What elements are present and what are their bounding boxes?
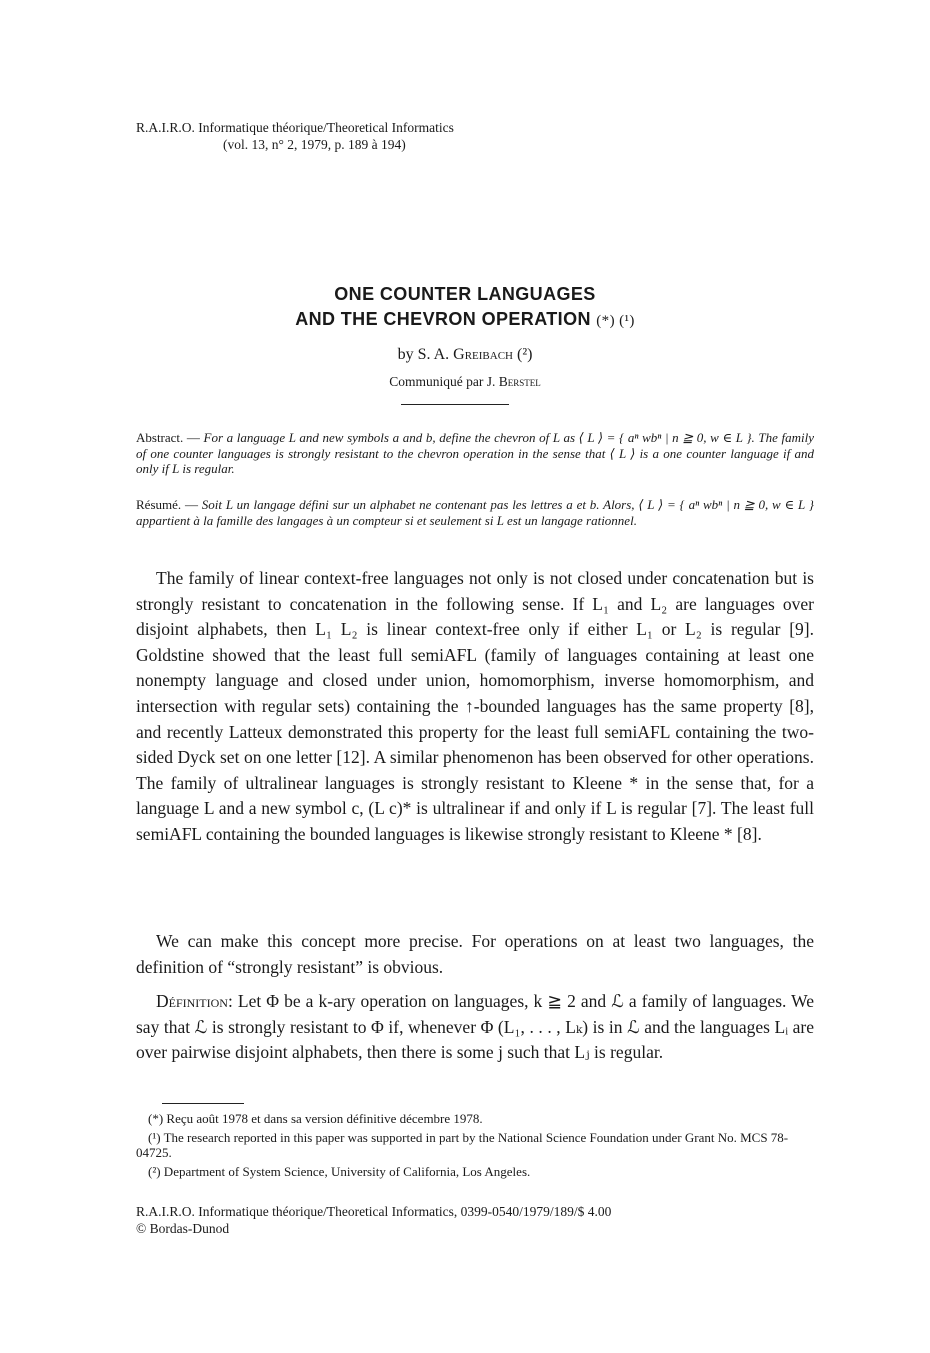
footer-journal: R.A.I.R.O. Informatique théorique/Theoretical Informatics, 0399-0540/1979/189/$ 4.00 <box>136 1204 612 1219</box>
journal-header <box>136 119 454 153</box>
abstract <box>136 430 814 477</box>
definition-text: Let Φ be a k-ary operation on languages, k ≧ 2 and ℒ a family of languages. We say that ℒ is strongly resistant to Φ if, whenever Φ (L₁, . . . , Lₖ) is in ℒ and the languages Lᵢ are over pairwise disjoint alphabets, then there is some j such that Lⱼ is regular. <box>136 991 815 1063</box>
author-line <box>0 346 930 364</box>
communicated-name: Berstel <box>498 374 541 389</box>
title-line-1: ONE COUNTER LANGUAGES <box>334 284 596 304</box>
definition-paragraph <box>136 989 814 1066</box>
resume-label: Résumé. — <box>136 497 198 512</box>
abstract-text: For a language L and new symbols a and b, define the chevron of L as ⟨ L ⟩ = { aⁿ wbⁿ | n ≧ 0, w ∈ L }. The family of one counter languages is strongly resistant to the chevron operation in the sense that ⟨ L ⟩ is a one counter language if and only if L is regular. <box>136 430 815 476</box>
body-paragraph-1: The family of linear context-free languages not only is not closed under concatenation but is strongly resistant to concatenation in the following sense. If L₁ and L₂ are languages over disjoint alphabets, then L₁ L₂ is linear context-free only if either L₁ or L₂ is regular [9]. Goldstine showed that the least full semiAFL (family of languages containing at least one nonempty language and closed under union, homomorphism, inverse homomorphism, and intersection with regular sets) containing the ↑-bounded languages has the same property [8], and recently Latteux demonstrated this property for the least full semiAFL containing the two-sided Dyck set on one letter [12]. A similar phenomenon has been observed for other operations. The family of ultralinear languages is strongly resistant to Kleene * in the sense that, for a language L and a new symbol c, (L c)* is ultralinear if and only if L is regular [7]. The least full semiAFL containing the bounded languages is likewise strongly resistant to Kleene * [8]. <box>136 568 814 844</box>
author-name: Greibach <box>453 346 513 363</box>
communicated-by <box>0 374 930 390</box>
communicated-prefix: Communiqué par J. <box>389 374 496 389</box>
title-footnote-marks: (*) (¹) <box>596 313 635 329</box>
author-note: (²) <box>516 346 533 363</box>
footnote-received: (*) Reçu août 1978 et dans sa version définitive décembre 1978. <box>148 1111 483 1126</box>
paper-title <box>0 282 930 334</box>
page-footer <box>136 1203 611 1237</box>
footer-copyright: © Bordas-Dunod <box>136 1221 230 1236</box>
title-line-2: AND THE CHEVRON OPERATION <box>295 309 591 329</box>
footnote-affiliation: (²) Department of System Science, University of California, Los Angeles. <box>148 1164 531 1179</box>
resume-text: Soit L un langage défini sur un alphabet ne contenant pas les lettres a et b. Alors, ⟨ L ⟩ = { aⁿ wbⁿ | n ≧ 0, w ∈ L } appartient à la famille des langages à un compteur si et seulement si L est un langage rationnel. <box>136 497 814 528</box>
footnote-divider <box>162 1103 244 1104</box>
journal-volume: (vol. 13, n° 2, 1979, p. 189 à 194) <box>223 137 406 152</box>
resume <box>136 497 814 528</box>
definition-label: Définition: <box>156 991 233 1011</box>
abstract-label: Abstract. — <box>136 430 200 445</box>
title-divider <box>401 404 509 405</box>
body-paragraph-2: We can make this concept more precise. For operations on at least two languages, the definition of “strongly resistant” is obvious. <box>136 931 814 977</box>
journal-name: R.A.I.R.O. Informatique théorique/Theoretical Informatics <box>136 120 454 135</box>
author-prefix: by S. A. <box>397 346 450 363</box>
footnote-funding: (¹) The research reported in this paper was supported in part by the National Science Foundation under Grant No. MCS 78-04725. <box>136 1130 789 1160</box>
